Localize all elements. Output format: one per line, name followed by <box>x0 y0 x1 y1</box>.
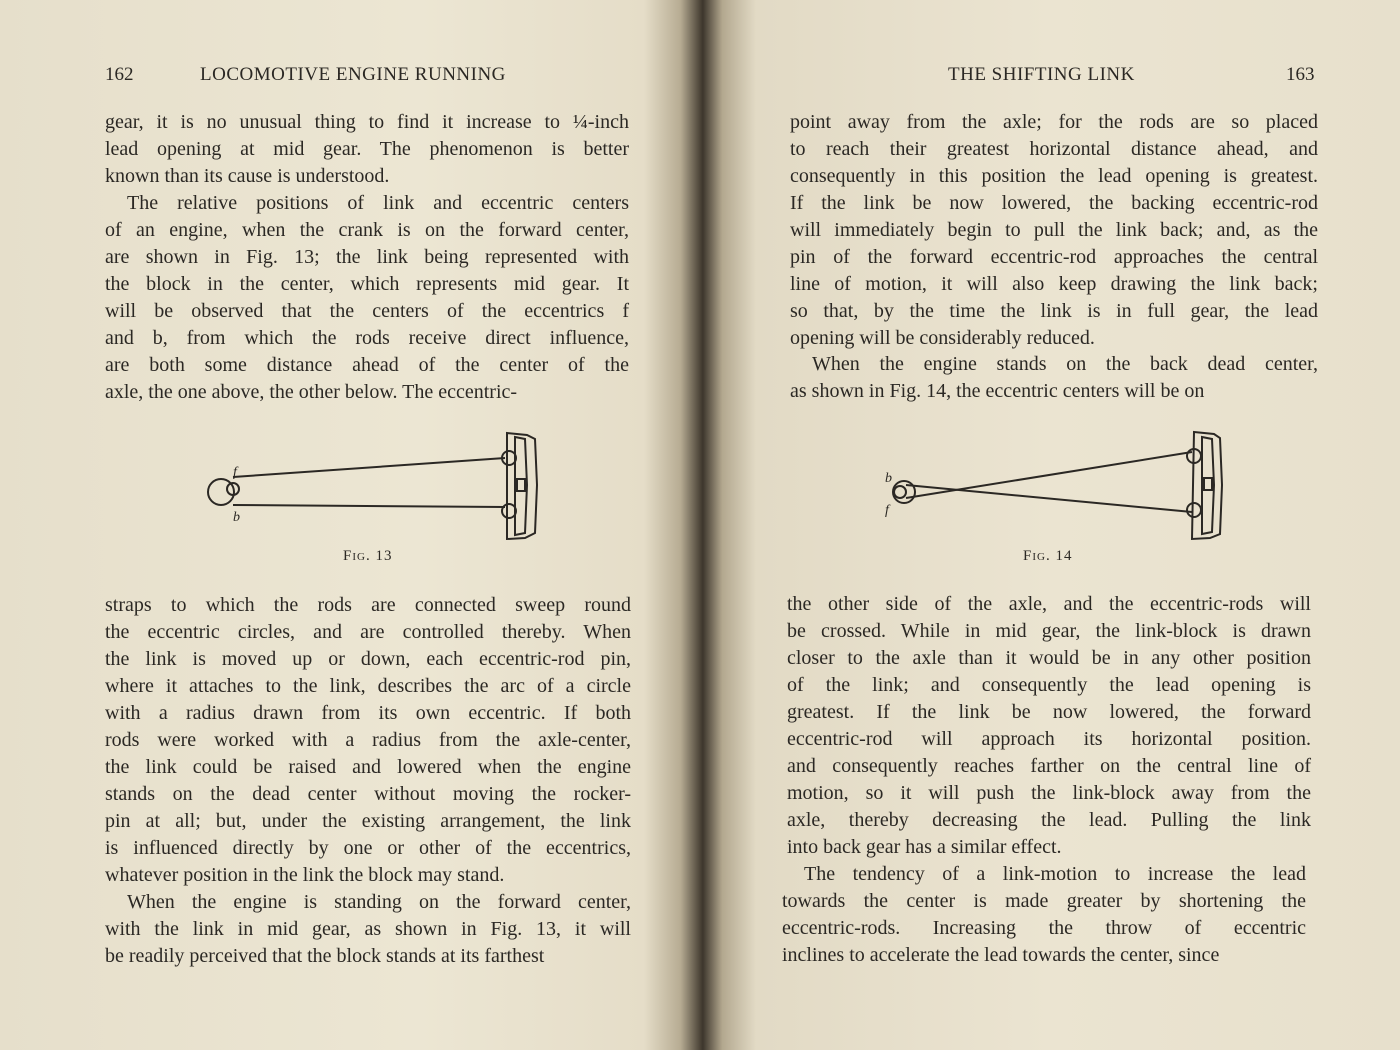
text-line: closer to the axle than it would be in any other position <box>787 647 1311 669</box>
text-line: stands on the dead center without moving the rocker- <box>105 783 631 805</box>
running-head: THE SHIFTING LINK <box>948 64 1135 85</box>
text-line: consequently in this position the lead opening is greatest. <box>790 165 1318 187</box>
label-b: b <box>233 510 240 525</box>
label-f: f <box>233 465 237 480</box>
text-line: inclines to accelerate the lead towards the center, since <box>782 944 1220 966</box>
text-line: the other side of the axle, and the eccentric-rods will <box>787 593 1311 615</box>
figure-caption: Fig. 14 <box>1023 548 1073 564</box>
eccentric-rod-f <box>906 452 1192 498</box>
text-line: will be observed that the centers of the eccentrics f <box>105 300 629 322</box>
text-line: axle, thereby decreasing the lead. Pulling the link <box>787 809 1311 831</box>
text-line: will immediately begin to pull the link back; and, as the <box>790 219 1318 241</box>
right-page <box>704 0 1400 1050</box>
text-line: be crossed. While in mid gear, the link-block is drawn <box>787 620 1311 642</box>
text-line: the block in the center, which represents mid gear. It <box>105 273 629 295</box>
text-line: with a radius drawn from its own eccentric. If both <box>105 702 631 724</box>
figure-caption: Fig. 13 <box>343 548 393 564</box>
running-head: LOCOMOTIVE ENGINE RUNNING <box>200 64 506 85</box>
text-line: are shown in Fig. 13; the link being represented with <box>105 246 629 268</box>
text-line: so that, by the time the link is in full gear, the lead <box>790 300 1318 322</box>
link-body <box>507 433 537 539</box>
link-diagram <box>880 430 1240 560</box>
text-line: pin of the forward eccentric-rod approaches the central <box>790 246 1318 268</box>
text-line: eccentric-rods. Increasing the throw of eccentric <box>782 917 1306 939</box>
text-line: When the engine is standing on the forward center, <box>127 891 631 913</box>
text-line: lead opening at mid gear. The phenomenon is better <box>105 138 629 160</box>
paragraph <box>105 190 629 406</box>
text-line: If the link be now lowered, the backing eccentric-rod <box>790 192 1318 214</box>
text-line: point away from the axle; for the rods are so placed <box>790 111 1318 133</box>
paragraph <box>782 861 1306 969</box>
axle-circle <box>893 481 915 503</box>
link-body <box>1192 432 1222 539</box>
text-line: as shown in Fig. 14, the eccentric centers will be on <box>790 380 1205 402</box>
text-line: line of motion, it will also keep drawing the link back; <box>790 273 1318 295</box>
link-pin-bottom <box>1187 503 1201 517</box>
text-line: motion, so it will push the link-block away from the <box>787 782 1311 804</box>
text-line: where it attaches to the link, describes the arc of a circle <box>105 675 631 697</box>
paragraph <box>790 109 1318 352</box>
link-block <box>517 479 525 491</box>
text-line: The relative positions of link and eccentric centers <box>127 192 629 214</box>
figure-13 <box>195 425 555 555</box>
text-line: with the link in mid gear, as shown in Fig. 13, it will <box>105 918 631 940</box>
paragraph <box>790 351 1318 405</box>
text-line: into back gear has a similar effect. <box>787 836 1062 858</box>
paragraph <box>105 592 631 889</box>
text-line: of an engine, when the crank is on the forward center, <box>105 219 629 241</box>
text-line: greatest. If the link be now lowered, the forward <box>787 701 1311 723</box>
eccentric-circle <box>894 486 906 498</box>
text-line: and consequently reaches farther on the central line of <box>787 755 1311 777</box>
text-line: opening will be considerably reduced. <box>790 327 1095 349</box>
page-number: 162 <box>105 64 134 85</box>
text-line: When the engine stands on the back dead center, <box>812 353 1318 375</box>
eccentric-rod-b <box>906 485 1192 512</box>
text-line: gear, it is no unusual thing to find it increase to ¼-inch <box>105 111 629 133</box>
link-pin-bottom <box>502 504 516 518</box>
eccentric-rod-f <box>233 458 505 477</box>
text-line: axle, the one above, the other below. The eccentric- <box>105 381 518 403</box>
link-diagram <box>195 425 555 555</box>
text-line: of the link; and consequently the lead opening is <box>787 674 1311 696</box>
text-line: be readily perceived that the block stands at its farthest <box>105 945 545 967</box>
text-line: the eccentric circles, and are controlled thereby. When <box>105 621 631 643</box>
label-f: f <box>885 503 889 518</box>
text-line: towards the center is made greater by shortening the <box>782 890 1306 912</box>
page-number: 163 <box>1286 64 1315 85</box>
eccentric-rod-b <box>233 505 505 507</box>
text-line: are both some distance ahead of the center of the <box>105 354 629 376</box>
text-line: known than its cause is understood. <box>105 165 390 187</box>
text-line: the link is moved up or down, each eccentric-rod pin, <box>105 648 631 670</box>
text-line: straps to which the rods are connected sweep round <box>105 594 631 616</box>
label-b: b <box>885 471 892 486</box>
paragraph <box>787 591 1311 861</box>
paragraph <box>105 889 631 970</box>
paragraph <box>105 109 629 190</box>
text-line: The tendency of a link-motion to increase the lead <box>804 863 1306 885</box>
text-line: and b, from which the rods receive direct influence, <box>105 327 629 349</box>
text-line: whatever position in the link the block may stand. <box>105 864 505 886</box>
text-line: rods were worked with a radius from the axle-center, <box>105 729 631 751</box>
figure-14 <box>880 430 1240 560</box>
text-line: eccentric-rod will approach its horizontal position. <box>787 728 1311 750</box>
text-line: pin at all; but, under the existing arrangement, the link <box>105 810 631 832</box>
text-line: to reach their greatest horizontal distance ahead, and <box>790 138 1318 160</box>
link-block <box>1204 478 1212 490</box>
text-line: is influenced directly by one or other of the eccentrics, <box>105 837 631 859</box>
text-line: the link could be raised and lowered when the engine <box>105 756 631 778</box>
